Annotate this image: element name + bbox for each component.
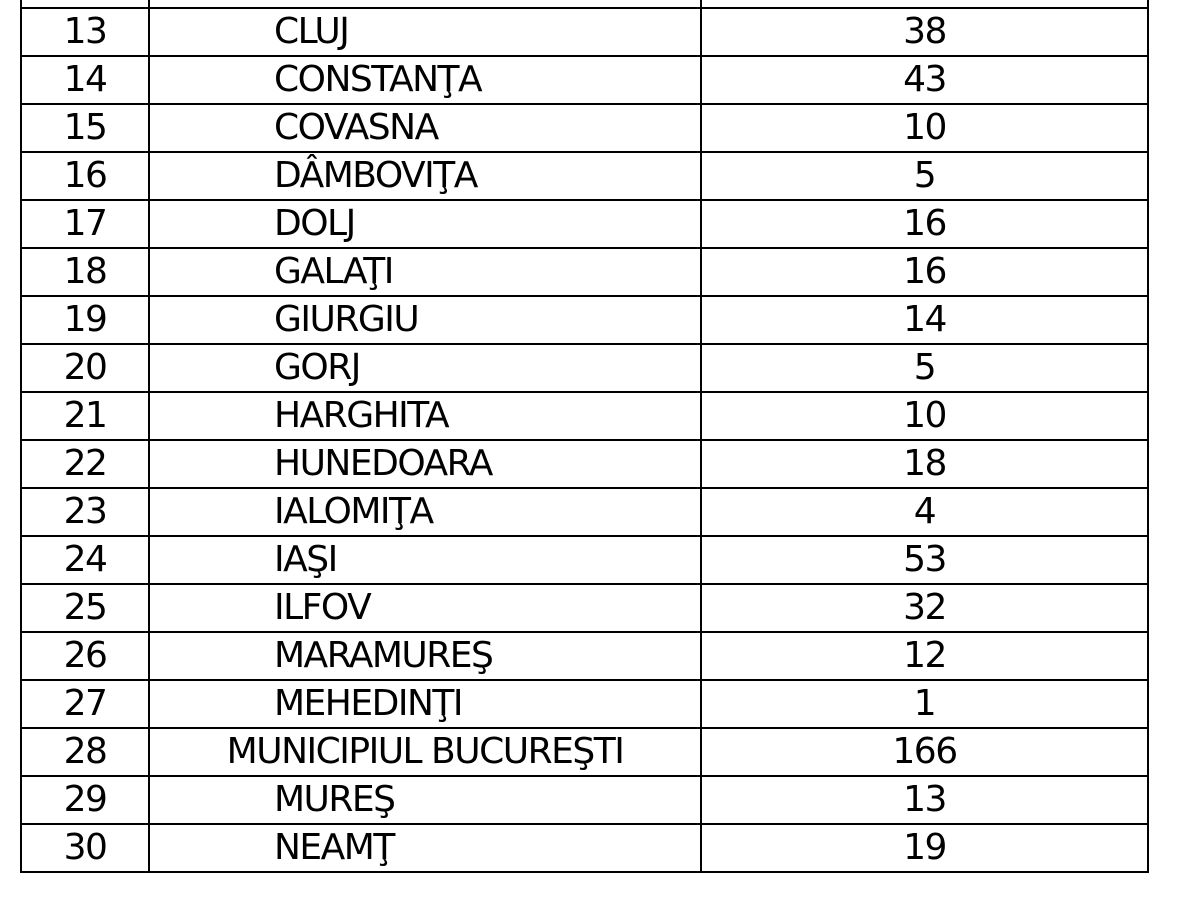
row-number: 25 [21, 584, 149, 632]
table-row [21, 824, 1148, 872]
row-number: 23 [21, 488, 149, 536]
county-name: GORJ [149, 344, 701, 392]
table-row [21, 536, 1148, 584]
county-table [20, 0, 1149, 873]
county-count: 5 [701, 344, 1148, 392]
county-name: MUREŞ [149, 776, 701, 824]
county-name: GIURGIU [149, 296, 701, 344]
table-row [21, 296, 1148, 344]
table-row [21, 584, 1148, 632]
county-name: DOLJ [149, 200, 701, 248]
county-count: 53 [701, 536, 1148, 584]
row-number: 15 [21, 104, 149, 152]
table-row [21, 200, 1148, 248]
county-name: MEHEDINŢI [149, 680, 701, 728]
county-count: 16 [701, 248, 1148, 296]
county-name: MUNICIPIUL BUCUREŞTI [149, 728, 701, 776]
table-row [21, 488, 1148, 536]
row-number: 20 [21, 344, 149, 392]
county-count: 32 [701, 584, 1148, 632]
county-count: 43 [701, 56, 1148, 104]
row-number: 16 [21, 152, 149, 200]
county-name: COVASNA [149, 104, 701, 152]
table-row [21, 8, 1148, 56]
county-count: 4 [701, 488, 1148, 536]
table-row [21, 728, 1148, 776]
table-row [21, 440, 1148, 488]
county-name [149, 0, 701, 8]
table-row [21, 632, 1148, 680]
row-number: 27 [21, 680, 149, 728]
row-number: 13 [21, 8, 149, 56]
county-name: CLUJ [149, 8, 701, 56]
row-number [21, 0, 149, 8]
table-row [21, 392, 1148, 440]
table-row [21, 56, 1148, 104]
county-name: HARGHITA [149, 392, 701, 440]
county-name: MARAMUREŞ [149, 632, 701, 680]
row-number: 14 [21, 56, 149, 104]
county-count [701, 0, 1148, 8]
row-number: 30 [21, 824, 149, 872]
table-row [21, 0, 1148, 8]
county-count: 10 [701, 392, 1148, 440]
table-row [21, 344, 1148, 392]
county-name: ILFOV [149, 584, 701, 632]
row-number: 26 [21, 632, 149, 680]
table-row [21, 248, 1148, 296]
county-name: NEAMŢ [149, 824, 701, 872]
table-row [21, 104, 1148, 152]
county-name: GALAŢI [149, 248, 701, 296]
county-count: 19 [701, 824, 1148, 872]
county-count: 18 [701, 440, 1148, 488]
table-row [21, 776, 1148, 824]
county-count: 1 [701, 680, 1148, 728]
county-name: HUNEDOARA [149, 440, 701, 488]
county-count: 5 [701, 152, 1148, 200]
table-row [21, 680, 1148, 728]
table-row [21, 152, 1148, 200]
row-number: 29 [21, 776, 149, 824]
row-number: 28 [21, 728, 149, 776]
row-number: 19 [21, 296, 149, 344]
county-count: 38 [701, 8, 1148, 56]
county-count: 12 [701, 632, 1148, 680]
row-number: 21 [21, 392, 149, 440]
county-name: IAŞI [149, 536, 701, 584]
county-name: DÂMBOVIŢA [149, 152, 701, 200]
row-number: 24 [21, 536, 149, 584]
row-number: 22 [21, 440, 149, 488]
county-count: 14 [701, 296, 1148, 344]
county-name: IALOMIŢA [149, 488, 701, 536]
county-name: CONSTANŢA [149, 56, 701, 104]
county-count: 166 [701, 728, 1148, 776]
county-count: 10 [701, 104, 1148, 152]
row-number: 17 [21, 200, 149, 248]
county-count: 16 [701, 200, 1148, 248]
county-count: 13 [701, 776, 1148, 824]
row-number: 18 [21, 248, 149, 296]
